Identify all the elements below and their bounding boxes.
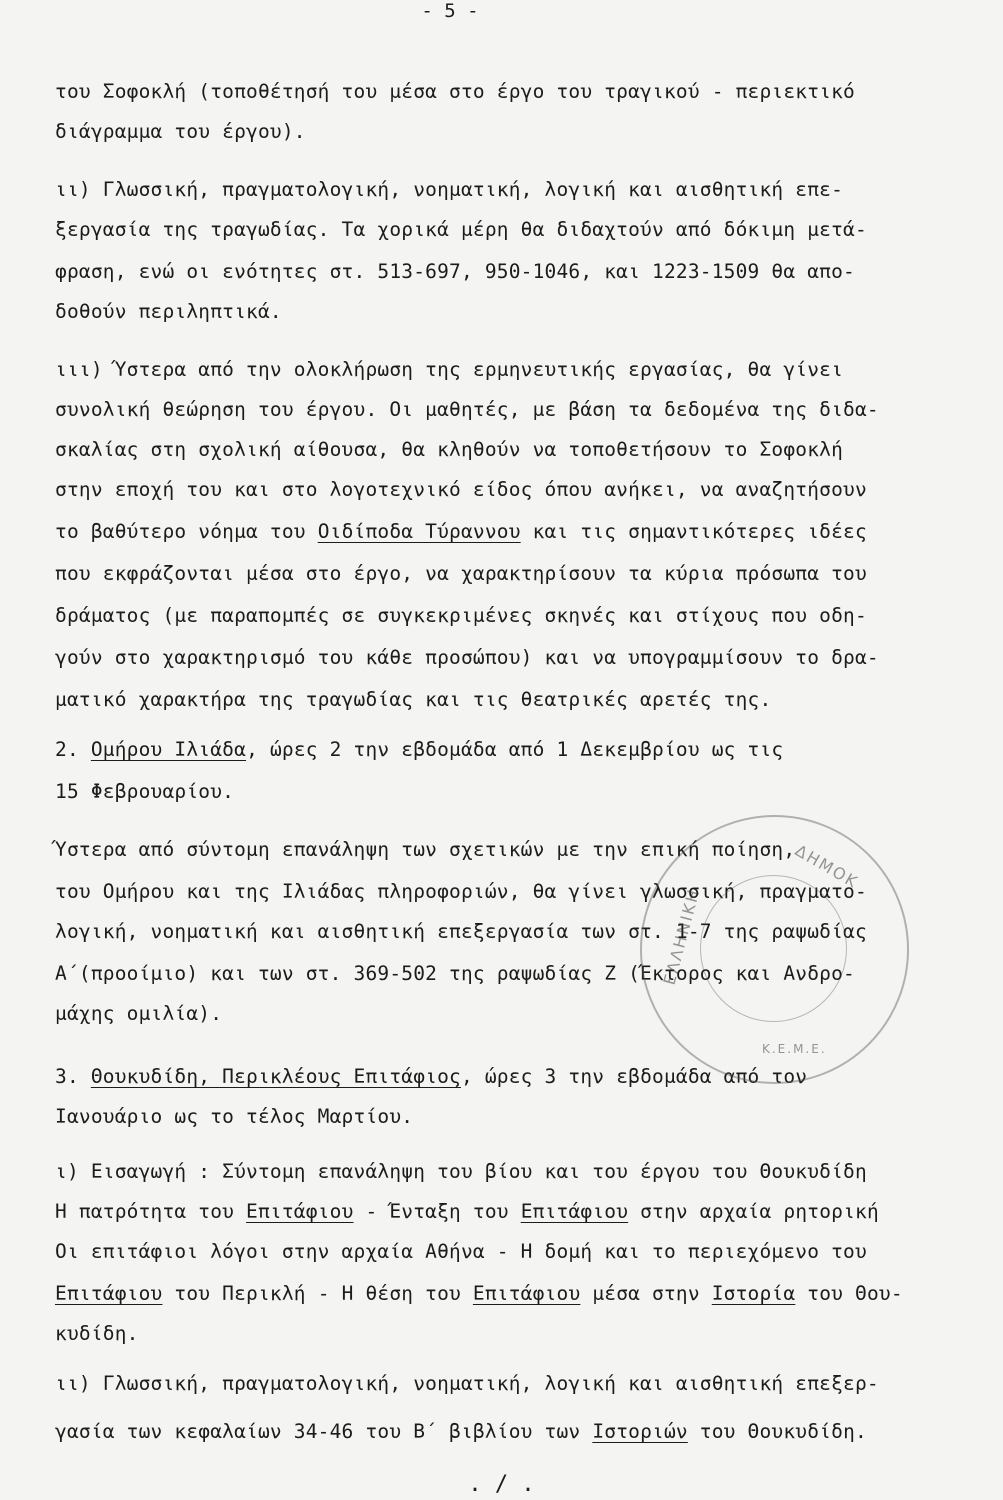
text-span: , ώρες 3 την εβδομάδα από τον <box>460 1065 808 1088</box>
text-line <box>55 178 843 201</box>
stamp-text-top: ΔΗΜΟΚ <box>791 840 862 893</box>
text-span: κυδίδη. <box>55 1322 139 1345</box>
text-line <box>55 1160 867 1183</box>
text-span: ιι) Γλωσσική, πραγματολογική, νοηματική, λογική και αισθητική επεξερ- <box>55 1372 879 1395</box>
text-span: σκαλίας στη σχολική αίθουσα, θα κληθούν να τοποθετήσουν το Σοφοκλή <box>55 438 844 461</box>
text-span: λογική, νοηματική και αισθητική επεξεργασία των στ. 1-7 της ραψωδίας <box>55 920 867 943</box>
official-stamp <box>640 815 909 1084</box>
stamp-inner-ring <box>700 875 847 1022</box>
text-span: μάχης ομιλία). <box>55 1002 223 1025</box>
text-span: Οι επιτάφιοι λόγοι στην αρχαία Αθήνα - Η δομή και το περιεχόμενο του <box>55 1240 867 1263</box>
underlined-title: Επιτάφιου <box>55 1282 163 1305</box>
text-span: Η πατρότητα του <box>55 1200 247 1223</box>
text-span: ματικό χαρακτήρα της τραγωδίας και τις θεατρικές αρετές της. <box>55 688 772 711</box>
text-line <box>55 260 855 283</box>
text-span: Α΄(προοίμιο) και των στ. 369-502 της ραψωδίας Ζ (Έκτορος και Ανδρο- <box>55 962 855 985</box>
underlined-title: Επιτάφιου <box>246 1200 354 1223</box>
text-span: δοθούν περιληπτικά. <box>55 300 282 323</box>
text-span: του Ομήρου και της Ιλιάδας πληροφοριών, θα γίνει γλωσσική, πραγματο- <box>55 880 867 903</box>
underlined-title: Επιτάφιου <box>520 1200 629 1223</box>
text-span: στην εποχή του και στο λογοτεχνικό είδος όπου ανήκει, να αναζητήσουν <box>55 478 867 501</box>
text-line <box>55 1322 139 1345</box>
text-line <box>55 218 867 241</box>
text-span: Ιανουάριο ως το τέλος Μαρτίου. <box>55 1105 414 1128</box>
text-line <box>55 1065 807 1088</box>
stamp-text-left: ΕΛΛΗΝΙΚΗ <box>659 886 704 987</box>
text-line <box>55 1282 903 1305</box>
text-span: 3. <box>55 1065 91 1088</box>
text-span: στην αρχαία ρητορική <box>628 1200 879 1223</box>
text-span: ξεργασία της τραγωδίας. Τα χορικά μέρη θα διδαχτούν από δόκιμη μετά- <box>55 218 867 241</box>
text-span: - Ένταξη του <box>353 1200 521 1223</box>
text-span: συνολική θεώρηση του έργου. Οι μαθητές, με βάση τα δεδομένα της διδα- <box>55 398 879 421</box>
text-span: το βαθύτερο νόημα του <box>55 520 318 543</box>
text-line <box>55 688 771 711</box>
text-span: του Θου- <box>795 1282 903 1305</box>
underlined-title: Θουκυδίδη, Περικλέους Επιτάφιος <box>90 1065 461 1088</box>
text-line <box>55 80 855 103</box>
text-line <box>55 478 867 501</box>
text-span: ιιι) Ύστερα από την ολοκλήρωση της ερμηνευτικής εργασίας, θα γίνει <box>55 358 844 381</box>
page-footer: . / . <box>468 1472 535 1497</box>
text-line <box>55 438 843 461</box>
text-span: δράματος (με παραπομπές σε συγκεκριμένες σκηνές και στίχους που οδη- <box>55 604 867 627</box>
text-span: γούν στο χαρακτηρισμό του κάθε προσώπου) και να υπογραμμίσουν το δρα- <box>55 646 879 669</box>
text-span: του Σοφοκλή (τοποθέτησή του μέσα στο έργο του τραγικού - περιεκτικό <box>55 80 855 103</box>
text-span: 15 Φεβρουαρίου. <box>55 780 235 803</box>
text-span: φραση, ενώ οι ενότητες στ. 513-697, 950-1046, και 1223-1509 θα απο- <box>55 260 855 283</box>
text-line <box>55 398 879 421</box>
text-line <box>55 300 282 323</box>
text-line <box>55 1200 879 1223</box>
stamp-text-bottom: Κ.Ε.Μ.Ε. <box>762 1042 827 1056</box>
underlined-title: Επιτάφιου <box>472 1282 581 1305</box>
text-line <box>55 520 867 543</box>
text-span: που εκφράζονται μέσα στο έργο, να χαρακτηρίσουν τα κύρια πρόσωπα του <box>55 562 867 585</box>
text-line <box>55 1105 413 1128</box>
text-span: , ώρες 2 την εβδομάδα από 1 Δεκεμβρίου ως τις <box>246 738 784 761</box>
text-line <box>55 1372 879 1395</box>
text-span: ι) Εισαγωγή : Σύντομη επανάληψη του βίου και του έργου του Θουκυδίδη <box>55 1160 867 1183</box>
text-span: μέσα στην <box>580 1282 712 1305</box>
page-number: - 5 - <box>421 0 479 22</box>
text-line <box>55 604 867 627</box>
text-span: διάγραμμα του έργου). <box>55 120 306 143</box>
text-line <box>55 738 783 761</box>
text-line <box>55 358 843 381</box>
text-span: Ύστερα από σύντομη επανάληψη των σχετικών με την επική ποίηση, <box>55 838 796 861</box>
text-span: του Περικλή - Η θέση του <box>162 1282 473 1305</box>
underlined-title: Ιστορία <box>711 1282 796 1305</box>
text-line <box>55 646 879 669</box>
text-line <box>55 1002 222 1025</box>
text-span: του Θουκυδίδη. <box>687 1420 867 1443</box>
text-span: 2. <box>55 738 91 761</box>
text-line <box>55 780 234 803</box>
underlined-title: Ιστοριών <box>592 1420 688 1443</box>
text-line <box>55 1240 867 1263</box>
underlined-title: Ομήρου Ιλιάδα <box>90 738 247 761</box>
text-line <box>55 1420 867 1443</box>
text-line <box>55 120 306 143</box>
text-span: γασία των κεφαλαίων 34-46 του Β΄ βιβλίου των <box>55 1420 593 1443</box>
text-span: και τις σημαντικότερες ιδέες <box>520 520 867 543</box>
text-span: ιι) Γλωσσική, πραγματολογική, νοηματική, λογική και αισθητική επε- <box>55 178 844 201</box>
text-line <box>55 562 867 585</box>
underlined-title: Οιδίποδα Τύραννου <box>317 520 521 543</box>
